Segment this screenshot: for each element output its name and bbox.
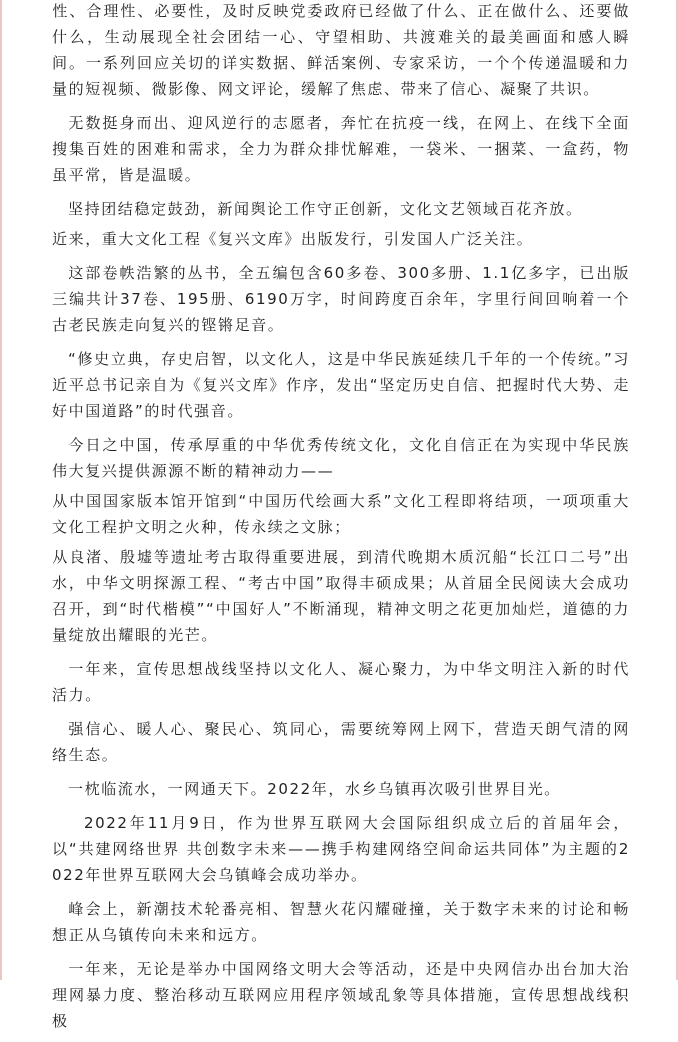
paragraph-13-text: 2022年11月9日，作为世界互联网大会国际组织成立后的首届年会，以“共建网络世界 共创数字未来——携手构建网络空间命运共同体”为主题的2022年世界互联网大会乌镇峰会成功举办。 [52,814,630,884]
paragraph-11 [52,716,630,768]
paragraph-5-text: 这部卷帙浩繁的丛书，全五编包含60多卷、300多册、1.1亿多字，已出版三编共计37卷、195册、6190万字，时间跨度百余年，字里行间回响着一个古老民族走向复兴的铿锵足音。 [52,264,630,334]
paragraph-3-text: 坚持团结稳定鼓劲，新闻舆论工作守正创新，文化文艺领域百花齐放。 [68,200,583,218]
paragraph-10 [52,656,630,708]
paragraph-1 [52,0,630,102]
paragraph-6 [52,346,630,424]
paragraph-15-text: 一年来，无论是举办中国网络文明大会等活动，还是中央网信办出台加大治理网暴力度、整治移动互联网应用程序领域乱象等具体措施，宣传思想战线积极 [52,960,630,1030]
paragraph-10-text: 一年来，宣传思想战线坚持以文化人、凝心聚力，为中华文明注入新的时代活力。 [52,660,630,704]
paragraph-6-text: “修史立典，存史启智，以文化人，这是中华民族延续几千年的一个传统。”习近平总书记亲自为《复兴文库》作序，发出“坚定历史自信、把握时代大势、走好中国道路”的时代强音。 [52,350,630,420]
paragraph-1-text: 性、合理性、必要性，及时反映党委政府已经做了什么、正在做什么、还要做什么，生动展现全社会团结一心、守望相助、共渡难关的最美画面和感人瞬间。一系列回应关切的详实数据、鲜活案例、专家采访，一个个传递温暖和力量的短视频、微影像、网文评论，缓解了焦虑、带来了信心、凝聚了共识。 [52,2,630,98]
article-body [52,0,630,1042]
paragraph-14 [52,896,630,948]
paragraph-4-text: 近来，重大文化工程《复兴文库》出版发行，引发国人广泛关注。 [52,230,534,248]
paragraph-14-text: 峰会上，新潮技术轮番亮相、智慧火花闪耀碰撞，关于数字未来的讨论和畅想正从乌镇传向未来和远方。 [52,900,630,944]
paragraph-2-text: 无数挺身而出、迎风逆行的志愿者，奔忙在抗疫一线，在网上、在线下全面搜集百姓的困难和需求，全力为群众排忧解难，一袋米、一捆菜、一盒药，物虽平常，皆是温暖。 [52,114,630,184]
paragraph-2 [52,110,630,188]
paragraph-9 [52,544,630,648]
paragraph-12 [52,776,630,802]
paragraph-13 [52,810,630,888]
paragraph-11-text: 强信心、暖人心、聚民心、筑同心，需要统筹网上网下，营造天朗气清的网络生态。 [52,720,630,764]
paragraph-5 [52,260,630,338]
paragraph-8 [52,488,630,540]
paragraph-15 [52,956,630,1034]
paragraph-4 [52,226,630,252]
paragraph-7-text: 今日之中国，传承厚重的中华优秀传统文化，文化自信正在为实现中华民族伟大复兴提供源源不断的精神动力—— [52,436,630,480]
paragraph-9-text: 从良渚、殷墟等遗址考古取得重要进展，到清代晚期木质沉船“长江口二号”出水，中华文明探源工程、“考古中国”取得丰硕成果；从首届全民阅读大会成功召开，到“时代楷模”“中国好人”不断涌现，精神文明之花更加灿烂，道德的力量绽放出耀眼的光芒。 [52,548,630,644]
paragraph-8-text: 从中国国家版本馆开馆到“中国历代绘画大系”文化工程即将结项，一项项重大文化工程护文明之火种，传永续之文脉； [52,492,630,536]
paragraph-7 [52,432,630,484]
paragraph-3 [52,196,630,222]
paragraph-12-text: 一枕临流水，一网通天下。2022年，水乡乌镇再次吸引世界目光。 [68,780,561,798]
